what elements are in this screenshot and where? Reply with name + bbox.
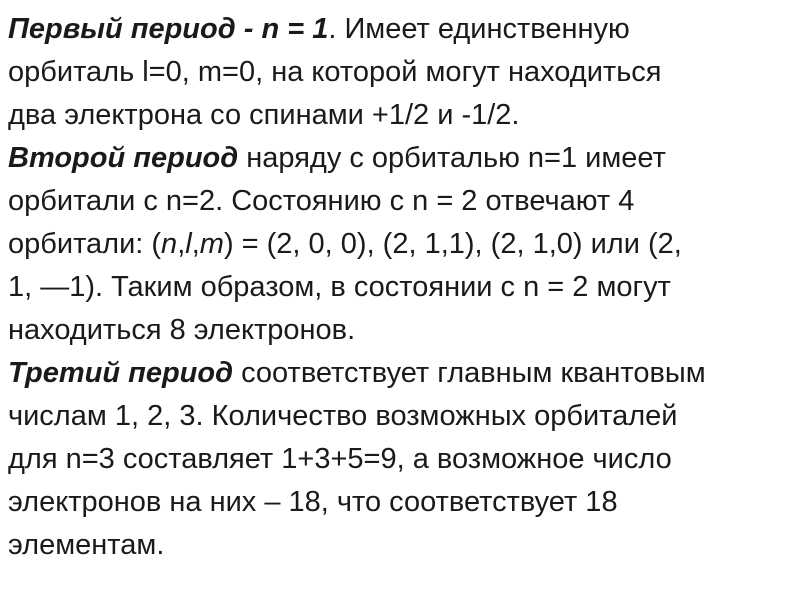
text-fragment: ) = (2, 0, 0), (2, 1,1), (2, 1,0) или (2, — [223, 228, 682, 260]
second-period-heading: Второй период — [8, 142, 239, 174]
variable-n: n — [161, 228, 178, 260]
paragraph-third-period — [8, 352, 792, 567]
line: числам 1, 2, 3. Количество возможных орбиталей — [8, 400, 678, 432]
line: орбитали с n=2. Состоянию с n = 2 отвечают 4 — [8, 185, 635, 217]
text-fragment: орбитали: ( — [8, 228, 162, 260]
line — [8, 352, 792, 395]
paragraph-first-period — [8, 8, 792, 137]
line: 1, —1). Таким образом, в состоянии с n = 2 могут — [8, 271, 671, 303]
line: для n=3 составляет 1+3+5=9, а возможное число — [8, 443, 672, 475]
line — [8, 8, 792, 51]
line: находиться 8 электронов. — [8, 314, 356, 346]
variable-l: l — [185, 228, 192, 260]
third-period-heading: Третий период — [8, 357, 234, 389]
slide-content — [8, 8, 792, 592]
line: два электрона со спинами +1/2 и -1/2. — [8, 99, 520, 131]
line: орбиталь l=0, m=0, на которой могут находиться — [8, 56, 662, 88]
line — [8, 137, 792, 180]
text-fragment: , — [191, 228, 200, 260]
line: электронов на них – 18, что соответствует 18 — [8, 486, 618, 518]
first-period-text: . Имеет единственную — [328, 13, 630, 45]
line: элементам. — [8, 529, 165, 561]
second-period-text: наряду с орбиталью n=1 имеет — [238, 142, 666, 174]
third-period-text: соответствует главным квантовым — [233, 357, 706, 389]
text-fragment: , — [177, 228, 186, 260]
line — [8, 223, 792, 266]
variable-m: m — [199, 228, 224, 260]
first-period-heading: Первый период - n = 1 — [8, 13, 329, 45]
paragraph-second-period — [8, 137, 792, 352]
